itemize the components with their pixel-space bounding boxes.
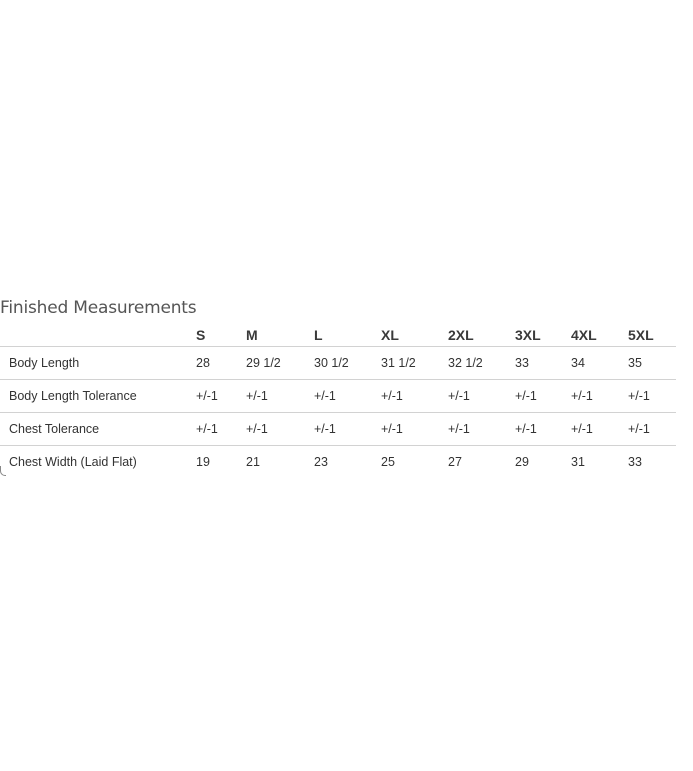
table-row (0, 413, 676, 446)
measurements-table (0, 323, 676, 478)
table-cell: 25 (381, 455, 395, 469)
table-cell: +/-1 (381, 380, 448, 413)
column-header-5xl: 5XL (628, 323, 676, 347)
table-cell: 29 (515, 455, 529, 469)
table-cell: +/-1 (196, 380, 246, 413)
table-cell: +/-1 (448, 380, 515, 413)
page-title: Finished Measurements (0, 298, 197, 318)
table-cell: 19 (196, 455, 210, 469)
table-cell: 33 (515, 347, 571, 380)
table-cell: +/-1 (314, 380, 381, 413)
table-cell: +/-1 (571, 413, 628, 446)
column-header-s: S (196, 323, 246, 347)
table-cell: 32 1/2 (448, 347, 515, 380)
column-header-l: L (314, 323, 381, 347)
table-cell: 31 (571, 455, 585, 469)
table-cell: 21 (246, 455, 260, 469)
measurements-table-container (0, 323, 676, 478)
row-label: Body Length Tolerance (0, 380, 196, 413)
column-header-2xl: 2XL (448, 323, 515, 347)
table-cell: +/-1 (571, 380, 628, 413)
table-cell: 35 (628, 347, 676, 380)
table-cell: 23 (314, 455, 328, 469)
table-row (0, 347, 676, 380)
row-label: Body Length (0, 347, 196, 380)
table-cell: 29 1/2 (246, 347, 314, 380)
column-header-m: M (246, 323, 314, 347)
table-cell: 34 (571, 347, 628, 380)
table-cell: 28 (196, 347, 246, 380)
table-cell: +/-1 (515, 413, 571, 446)
table-cell: +/-1 (515, 380, 571, 413)
header-row (0, 323, 676, 347)
column-header-4xl: 4XL (571, 323, 628, 347)
table-cell: +/-1 (246, 380, 314, 413)
corner-mark (0, 466, 6, 476)
table-cell: 27 (448, 455, 462, 469)
column-header-3xl: 3XL (515, 323, 571, 347)
table-cell: +/-1 (381, 413, 448, 446)
table-cell: +/-1 (314, 413, 381, 446)
row-label: Chest Tolerance (0, 413, 196, 446)
column-header-label (0, 323, 196, 347)
table-cell: 31 1/2 (381, 347, 448, 380)
table-row (0, 446, 676, 479)
table-cell: +/-1 (196, 413, 246, 446)
table-cell: +/-1 (628, 380, 676, 413)
table-cell: +/-1 (448, 413, 515, 446)
column-header-xl: XL (381, 323, 448, 347)
table-cell: +/-1 (628, 413, 676, 446)
row-label: Chest Width (Laid Flat) (9, 455, 137, 469)
table-cell: +/-1 (246, 413, 314, 446)
table-cell: 30 1/2 (314, 347, 381, 380)
table-cell: 33 (628, 455, 642, 469)
table-row (0, 380, 676, 413)
